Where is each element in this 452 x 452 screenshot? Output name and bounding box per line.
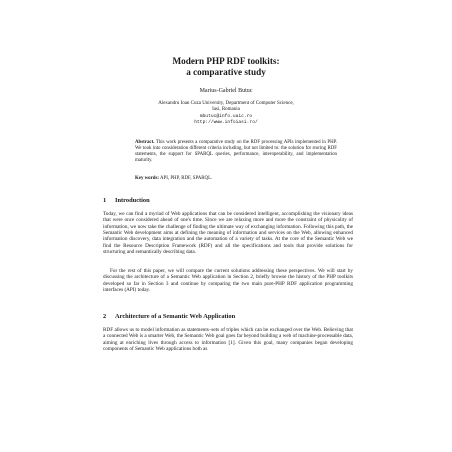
author-url: http://www.infoiasi.ro/ — [194, 119, 258, 125]
abstract — [135, 140, 337, 164]
section-title: Architecture of a Semantic Web Application — [115, 313, 236, 320]
paper-title — [0, 56, 452, 77]
abstract-text: This work presents a comparative study on the RDF processing APIs implemented in PHP. We took into consideration different criteria including, but not limited to: the solution for storing RDF statements, the support for SPARQL queries, performance, interoperability, and implementation maturity. — [135, 140, 338, 164]
author-email: mbutuc@info.uaic.ro — [199, 113, 253, 119]
abstract-label: Abstract. — [135, 140, 155, 145]
architecture-paragraph-1: RDF allows us to model information as statements–sets of triples which can be exchanged over the Web. Believing that a connected Web is a smarter Web, the Semantic Web goal goes far beyond building a web of machine-processable data, aiming at enriching lives through access to information [1]. Given this goal, many companies began developing components of Semantic Web applications both as — [103, 327, 353, 353]
introduction-paragraph-2: For the rest of this paper, we will compare the current solutions addressing these perspectives. We will start by discussing the architecture of a Semantic Web application in Section 2, briefly browse the history of the PHP toolkits developed so far in Section 3 and continue by comparing the two main pure-PHP RDF application programming interfaces (API) today. — [103, 268, 353, 294]
title-line-2: a comparative study — [186, 66, 266, 77]
introduction-paragraph-1: Today, we can find a myriad of Web applications that can be considered intelligent, accomplishing the visionary ideas that were once considered ahead of one's time. Since we are relaxing more and more the constraint of physicality of information, we now take the challenge of finding the ultimate way of exchanging information. Following this path, the Semantic Web development aims at defining the meaning of information and services on the Web, allowing enhanced information discovery, data integration and the automation of a variety of tasks. At the core of the Semantic Web we find the Resource Description Framework (RDF) and all the specifications and tools that provide solutions for structuring and semantically describing data. — [103, 211, 353, 256]
author-name: Marius-Gabriel Butuc — [199, 88, 253, 94]
section-heading-architecture — [103, 313, 235, 320]
keywords-text: API, PHP, RDF, SPARQL. — [160, 176, 213, 181]
title-line-1: Modern PHP RDF toolkits: — [172, 56, 280, 66]
affiliation-line-2: Iasi, Romania — [212, 107, 240, 113]
affiliation-line-1: Alexandru Ioan Cuza University, Department of Computer Science, — [158, 101, 294, 106]
keywords — [135, 176, 337, 182]
section-number: 2 — [103, 313, 107, 320]
keywords-label: Key words: — [135, 176, 160, 181]
affiliation-block — [0, 101, 452, 126]
section-heading-introduction — [103, 197, 150, 204]
section-title: Introduction — [115, 197, 150, 204]
section-number: 1 — [103, 197, 107, 204]
